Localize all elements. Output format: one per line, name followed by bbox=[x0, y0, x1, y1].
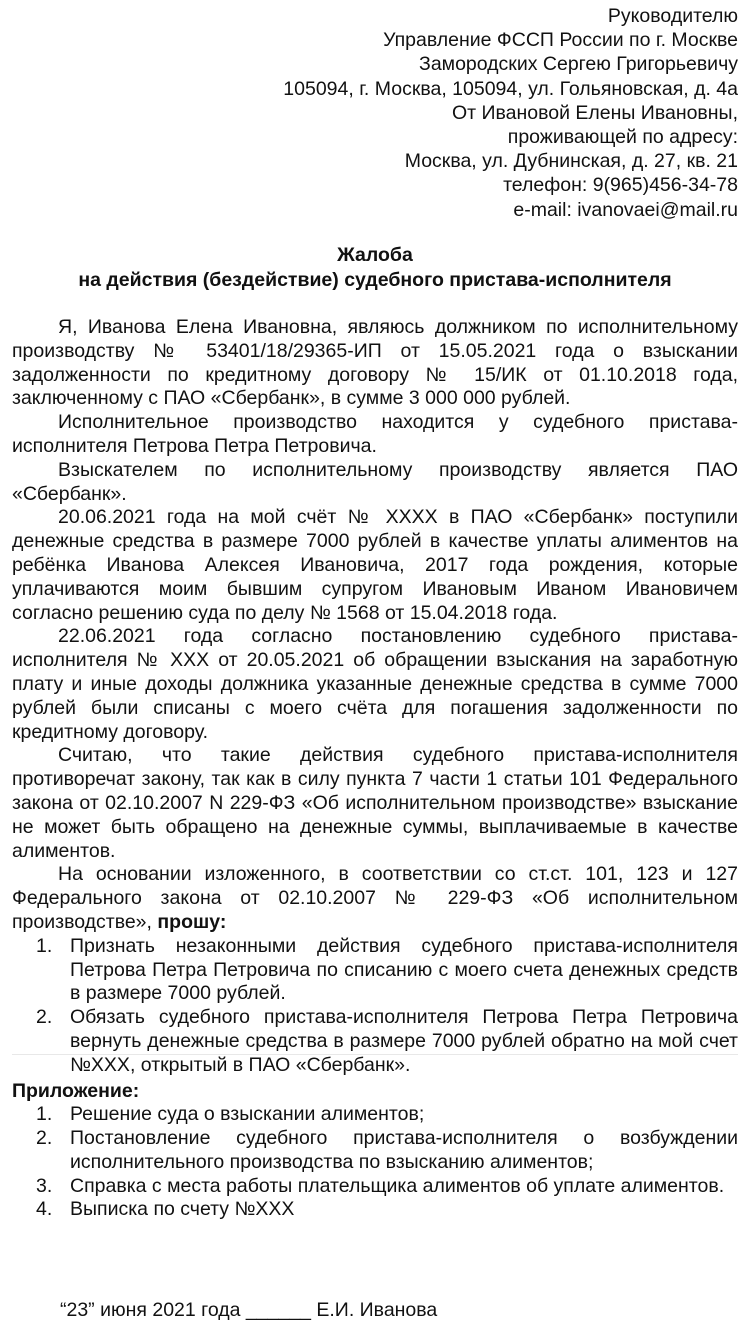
paragraph-alimony-receipt: 20.06.2021 года на мой счёт № XXXX в ПАО «Сбербанк» поступили денежные средства в размере 7000 рублей в качестве уплаты алиментов на ребёнка Иванова Алексея Ивановича, 2017 года рождения, которые уплачиваются моим бывшим супругом Ивановым Иваном Ивановичем согласно решению суда по делу № 1568 от 15.04.2018 года. bbox=[12, 506, 738, 624]
header-line-sender-name: От Ивановой Елены Ивановны, bbox=[451, 101, 738, 124]
request-item-number: 2. bbox=[36, 1006, 53, 1029]
header-line-email: e-mail: ivanovaei@mail.ru bbox=[513, 198, 738, 221]
appendix-item bbox=[36, 1198, 738, 1222]
request-text: На основании изложенного, в соответствии со ст.ст. 101, 123 и 127 Федерального закона от 02.10.2007 № 229-ФЗ «Об исполнительном производстве», bbox=[12, 863, 738, 933]
document-title bbox=[0, 243, 750, 292]
addressee-block bbox=[178, 4, 738, 222]
appendix-item-number: 3. bbox=[36, 1174, 53, 1197]
header-line-recipient-title: Руководителю bbox=[607, 5, 738, 27]
appendix-item-text: Справка с места работы плательщика алиментов об уплате алиментов. bbox=[70, 1174, 725, 1197]
request-item-text: Признать незаконными действия судебного пристава-исполнителя Петрова Петра Петровича по списанию с моего счета денежных средств в размере 7000 рублей. bbox=[70, 934, 738, 1005]
appendix-item bbox=[36, 1103, 738, 1127]
appendix-item-text: Выписка по счету №XXX bbox=[70, 1198, 295, 1221]
page-divider bbox=[12, 1054, 738, 1055]
appendix-item-number: 4. bbox=[36, 1198, 53, 1221]
appendix-item-number: 1. bbox=[36, 1103, 53, 1126]
title-line-2: на действия (бездействие) судебного пристава-исполнителя bbox=[78, 268, 672, 291]
appendix-item bbox=[36, 1174, 738, 1199]
header-line-phone: телефон: 9(965)456-34-78 bbox=[503, 174, 738, 197]
paragraph-write-off: 22.06.2021 года согласно постановлению судебного пристава-исполнителя № XXX от 20.05.2021 об обращении взыскания на заработную плату и иные доходы должника указанные денежные средства в сумме 7000 рублей были списаны с моего счёта для погашения задолженности по кредитному договору. bbox=[12, 625, 738, 743]
title-line-1: Жалоба bbox=[337, 244, 413, 266]
request-keyword: прошу: bbox=[157, 910, 227, 933]
paragraph-legal-argument: Считаю, что такие действия судебного пристава-исполнителя противоречат закону, так как в силу пункта 7 части 1 статьи 101 Федерального закона от 02.10.2007 N 229-ФЗ «Об исполнительном производстве» взыскание не может быть обращено на денежные суммы, выплачиваемые в качестве алиментов. bbox=[12, 744, 738, 862]
header-line-sender-address: Москва, ул. Дубнинская, д. 27, кв. 21 bbox=[404, 150, 738, 173]
appendix-item bbox=[36, 1127, 738, 1175]
header-line-recipient-name: Замородских Сергею Григорьевичу bbox=[419, 53, 738, 76]
header-line-residing-label: проживающей по адресу: bbox=[507, 126, 738, 149]
appendix-list bbox=[12, 1103, 738, 1222]
appendix-item-number: 2. bbox=[36, 1127, 53, 1150]
appendix-title: Приложение: bbox=[12, 1079, 140, 1102]
request-item bbox=[36, 934, 738, 1006]
header-line-organization: Управление ФССП России по г. Москве bbox=[383, 29, 738, 52]
header-line-organization-address: 105094, г. Москва, 105094, ул. Гольяновская, д. 4а bbox=[283, 77, 738, 100]
paragraph-bailiff: Исполнительное производство находится у судебного пристава-исполнителя Петрова Петра Петровича. bbox=[12, 411, 738, 457]
paragraph-request bbox=[12, 863, 738, 934]
request-item-number: 1. bbox=[36, 934, 53, 957]
request-item bbox=[36, 1006, 738, 1077]
document-body bbox=[12, 316, 738, 1222]
paragraph-debtor-statement: Я, Иванова Елена Ивановна, являюсь должником по исполнительному производству № 53401/18/29365-ИП от 15.05.2021 года о взыскании задолженности по кредитному договору № 15/ИК от 01.10.2018 года, заключенному с ПАО «Сбербанк», в сумме 3 000 000 рублей. bbox=[12, 316, 738, 410]
request-list bbox=[12, 935, 738, 1078]
paragraph-claimant: Взыскателем по исполнительному производству является ПАО «Сбербанк». bbox=[12, 458, 738, 505]
signature-line: “23” июня 2021 года ______ Е.И. Иванова bbox=[60, 1299, 438, 1321]
appendix-item-text: Постановление судебного пристава-исполнителя о возбуждении исполнительного производства по взысканию алиментов; bbox=[70, 1127, 738, 1173]
request-item-text: Обязать судебного пристава-исполнителя Петрова Петра Петровича вернуть денежные средства в размере 7000 рублей обратно на мой счет №XXX, открытый в ПАО «Сбербанк». bbox=[70, 1006, 738, 1076]
appendix-item-text: Решение суда о взыскании алиментов; bbox=[70, 1103, 425, 1126]
